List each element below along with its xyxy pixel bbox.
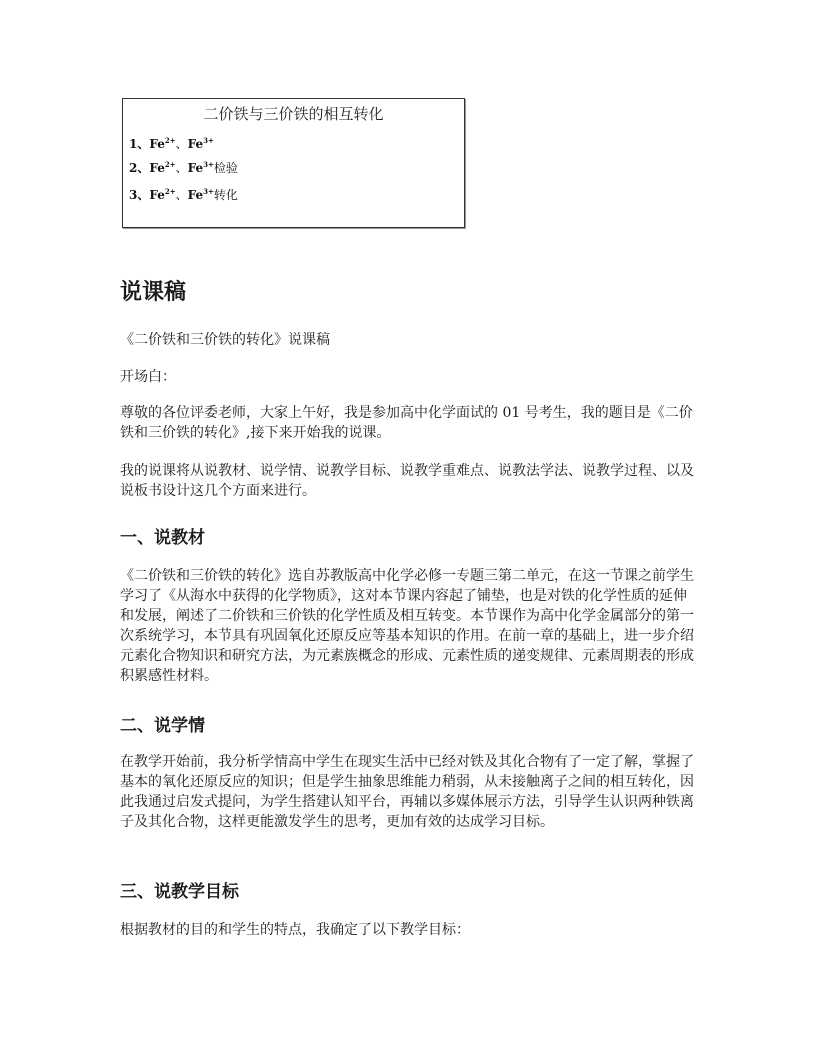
item-number: 1、	[129, 137, 150, 151]
ion-charge: 2+	[164, 160, 176, 169]
ion-charge: 3+	[203, 136, 214, 145]
section-body-objectives: 根据教材的目的和学生的特点，我确定了以下教学目标：	[120, 922, 470, 938]
ion-symbol: Fe	[187, 137, 204, 151]
item-number: 3、	[129, 188, 150, 202]
ion-charge: 2+	[164, 136, 176, 145]
section-heading-textbook: 一、说教材	[120, 528, 205, 548]
item-suffix: 转化	[213, 188, 238, 202]
summary-item-3	[129, 186, 238, 203]
ion-symbol: Fe	[149, 137, 165, 151]
ion-charge: 2+	[164, 187, 176, 196]
section-heading-objectives: 三、说教学目标	[120, 882, 239, 902]
ion-charge: 3+	[203, 160, 214, 169]
summary-box	[122, 98, 465, 228]
ion-charge: 3+	[203, 187, 214, 196]
document-title: 说课稿	[120, 280, 187, 305]
item-suffix: 检验	[213, 161, 238, 175]
ion-symbol: Fe	[187, 188, 204, 202]
summary-box-title: 二价铁与三价铁的相互转化	[203, 105, 384, 123]
ion-symbol: Fe	[149, 161, 165, 175]
opening-label: 开场白：	[120, 369, 176, 385]
item-number: 2、	[129, 161, 150, 175]
summary-item-1	[129, 135, 214, 152]
separator: 、	[175, 137, 188, 151]
ion-symbol: Fe	[149, 188, 165, 202]
section-body-students: 在教学开始前，我分析学情高中学生在现实生活中已经对铁及其化合物有了一定了解，掌握了基本的氧化还原反应的知识；但是学生抽象思维能力稍弱，从未接触离子之间的相互转化，因此我通过启发式提问，为学生搭建认知平台，再辅以多媒体展示方法，引导学生认识两种铁离子及其化合物，这样更能激发学生的思考，更加有效的达成学习目标。	[120, 754, 694, 830]
separator: 、	[175, 188, 188, 202]
summary-item-2	[129, 159, 238, 176]
lesson-subtitle: 《二价铁和三价铁的转化》说课稿	[120, 332, 330, 348]
section-body-textbook: 《二价铁和三价铁的转化》选自苏教版高中化学必修一专题三第二单元，在这一节课之前学生学习了《从海水中获得的化学物质》，这对本节课内容起了铺垫，也是对铁的化学性质的延伸和发展，阐述了二价铁和三价铁的化学性质及相互转变。本节课作为高中化学金属部分的第一次系统学习，本节具有巩固氧化还原反应等基本知识的作用。在前一章的基础上，进一步介绍元素化合物知识和研究方法，为元素族概念的形成、元素性质的递变规律、元素周期表的形成积累感性材料。	[120, 568, 694, 684]
separator: 、	[175, 161, 188, 175]
intro-paragraph: 尊敬的各位评委老师，大家上午好，我是参加高中化学面试的 01 号考生，我的题目是《二价铁和三价铁的转化》,接下来开始我的说课。	[120, 405, 693, 441]
ion-symbol: Fe	[187, 161, 204, 175]
section-heading-students: 二、说学情	[120, 716, 205, 736]
outline-paragraph: 我的说课将从说教材、说学情、说教学目标、说教学重难点、说教法学法、说教学过程、以及说板书设计这几个方面来进行。	[120, 463, 694, 499]
